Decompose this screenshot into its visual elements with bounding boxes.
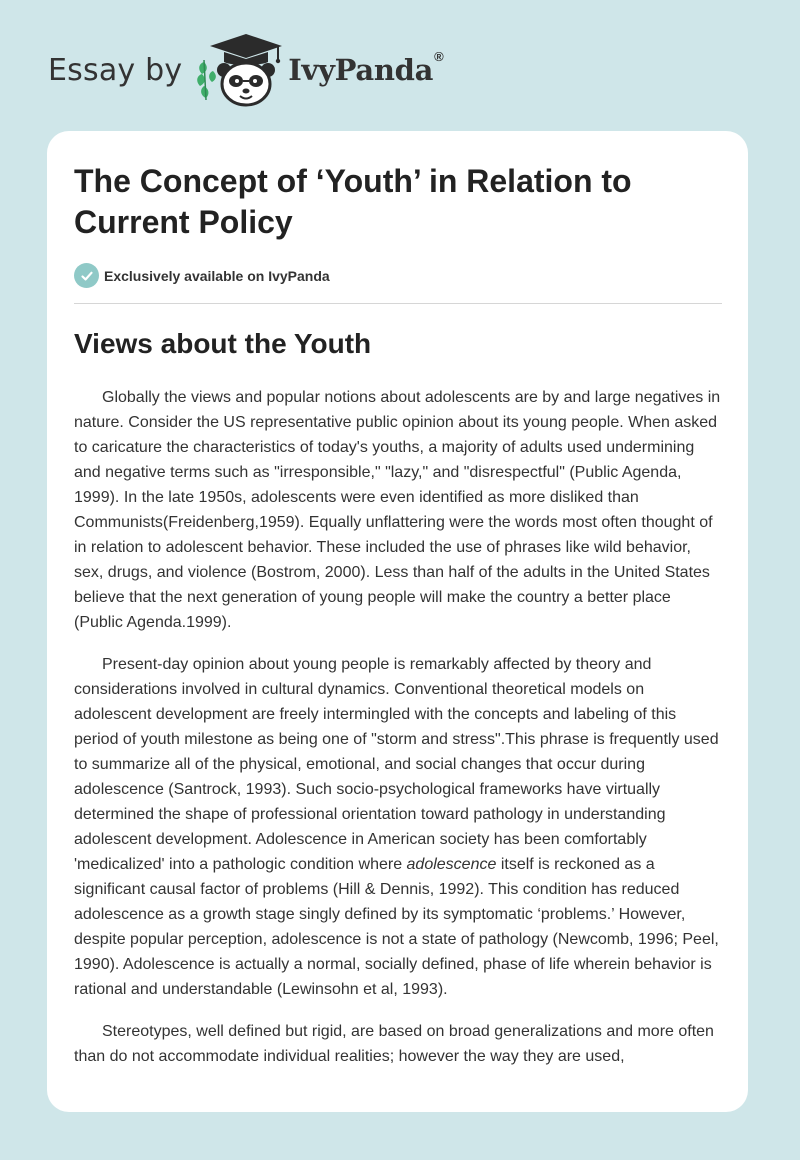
brand-name-text: IvyPanda <box>288 53 434 87</box>
site-header <box>48 30 443 110</box>
check-circle-icon <box>74 263 99 288</box>
brand-name[interactable] <box>288 49 444 87</box>
page-title: The Concept of ‘Youth’ in Relation to Current Policy <box>74 163 632 240</box>
paragraph: Globally the views and popular notions about adolescents are by and large negatives in nature. Consider the US representative public opinion about its young people. When asked to caricature the characteristics of today's youths, a majority of adults used undermining and negative terms such as "irresponsible," "lazy," and "disrespectful" (Public Agenda, 1999). In the late 1950s, adolescents were even identified as more disliked than Communists(Freidenberg,1959). Equally unflattering were the words most often thought of in relation to adolescent behavior. These included the use of phrases like wild behavior, sex, drugs, and violence (Bostrom, 2000). Less than half of the adults in the United States believe that the next generation of young people will make the country a better place (Public Agenda.1999). <box>74 389 721 631</box>
exclusive-badge <box>74 263 330 288</box>
section-heading: Views about the Youth <box>74 328 372 359</box>
divider <box>74 303 722 304</box>
essay-card <box>47 131 748 1112</box>
emphasized-term: adolescence <box>406 856 497 873</box>
exclusive-text: Exclusively available on IvyPanda <box>104 267 330 284</box>
registered-mark: ® <box>434 49 444 64</box>
panda-head <box>217 63 275 105</box>
paragraph: Stereotypes, well defined but rigid, are based on broad generalizations and more often than do not accommodate individual realities; however the way they are used, <box>74 1023 714 1065</box>
ivy-leaves <box>198 60 217 100</box>
paragraph-text: Present-day opinion about young people is remarkably affected by theory and considerations involved in cultural dynamics. Conventional theoretical models on adolescent development are freely intermingled with the concepts and labeling of this period of youth milestone as being one of "storm and stress".This phrase is frequently used to summarize all of the physical, emotional, and social changes that occur during adolescence (Santrock, 1993). Such socio-psychological frameworks have virtually determined the shape of professional orientation toward pathology in understanding adolescent development. Adolescence in American society has been comfortably 'medicalized' into a pathologic condition where <box>74 656 719 873</box>
panda-graduate-logo-icon[interactable] <box>196 30 284 110</box>
graduation-cap <box>210 34 282 65</box>
paragraph-text: itself is reckoned as a significant causal factor of problems (Hill & Dennis, 1992). This condition has reduced adolescence as a growth stage singly defined by its symptomatic ‘problems.’ However, despite popular perception, adolescence is not a state of pathology (Newcomb, 1996; Peel, 1990). Adolescence is actually a normal, socially defined, phase of life wherein behavior is rational and understandable (Lewinsohn et al, 1993). <box>74 856 719 998</box>
paragraph <box>74 652 722 1002</box>
essay-by-label: Essay by <box>48 52 183 88</box>
essay-body <box>74 385 722 1086</box>
